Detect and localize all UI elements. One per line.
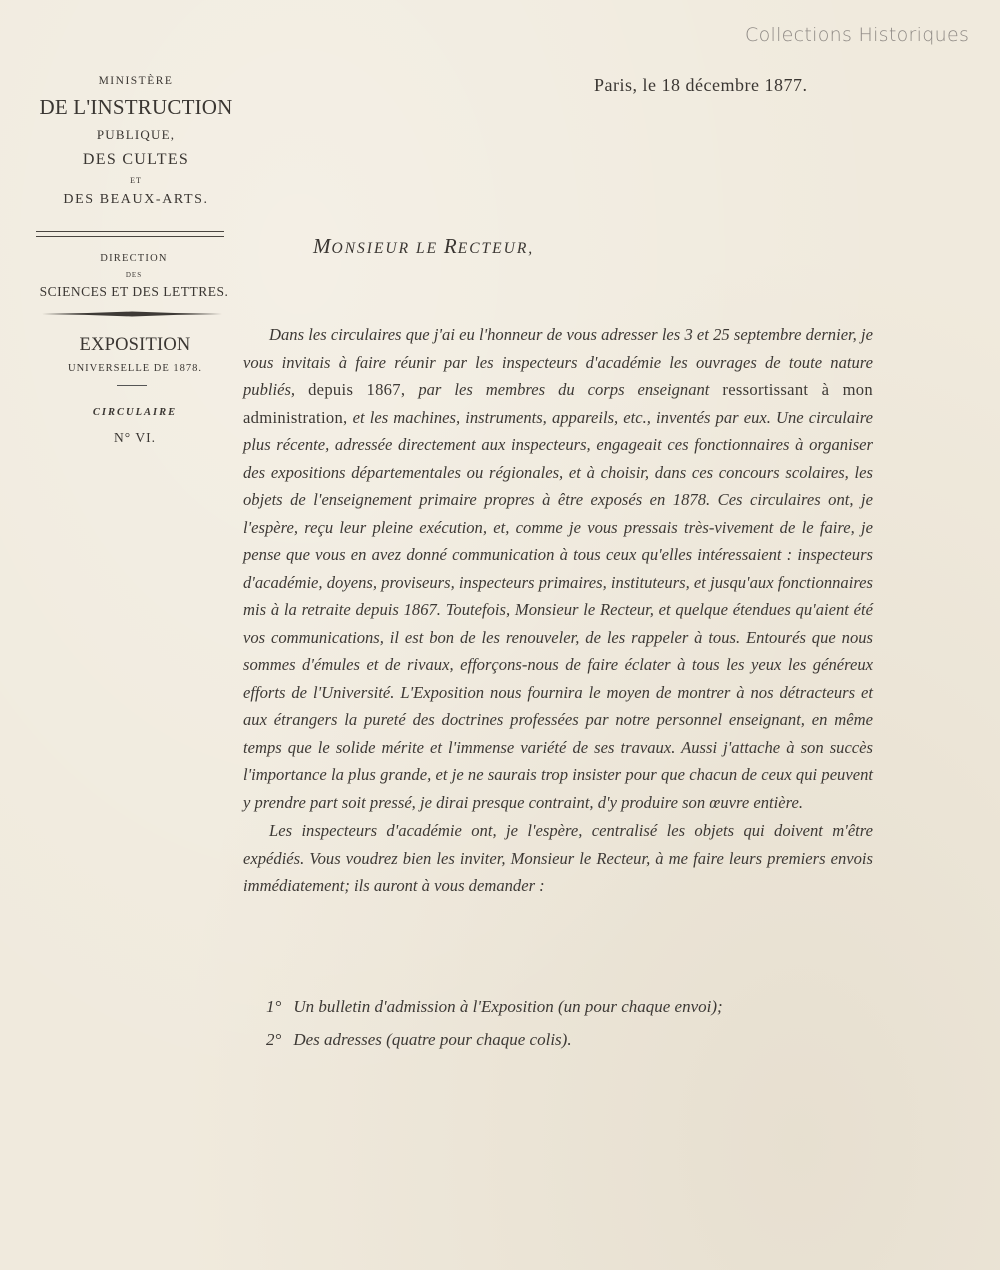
list-item bbox=[266, 1023, 723, 1056]
ministry-line-1: MINISTÈRE bbox=[98, 75, 174, 87]
p1-part-a: Dans les circulaires que j'ai eu l'honneur de vous adresser les 3 et 25 septembre dernier, je vous invitais à faire réunir par les inspecteurs d'académie les ouvrages de toute nature publiés, bbox=[243, 325, 873, 399]
paragraph-2: Les inspecteurs d'académie ont, je l'espère, centralisé les objets qui doivent m'être expédiés. Vous voudrez bien les inviter, Monsieur le Recteur, à me faire leurs premiers envois immédiatement; ils auront à vous demander : bbox=[243, 821, 873, 895]
direction-line-3: SCIENCES ET DES LETTRES. bbox=[39, 283, 229, 299]
letter-date: Paris, le 18 décembre 1877. bbox=[594, 75, 808, 95]
salutation-ecteur: ECTEUR, bbox=[457, 240, 535, 257]
p1-part-c: par les membres du corps enseignant bbox=[405, 380, 723, 399]
direction-line-2: DES bbox=[125, 270, 143, 279]
circular-number: N° VI. bbox=[114, 429, 156, 445]
ministry-line-3: PUBLIQUE, bbox=[96, 126, 176, 142]
salutation-onsieur: ONSIEUR LE bbox=[331, 240, 444, 257]
circular-label: CIRCULAIRE bbox=[92, 407, 178, 418]
ministry-line-6: DES BEAUX-ARTS. bbox=[63, 191, 209, 207]
exposition-line-2: UNIVERSELLE DE 1878. bbox=[67, 362, 203, 374]
p1-part-e: et les machines, instruments, appareils, etc., inventés par eux. Une circulaire plus récente, adressée directement aux inspecteurs, engageait ces fonctionnaires à organiser des expositions départementales ou régionales, et à choisir, dans ces concours scolaires, les objets de l'enseignement primaire propres à être exposés en 1878. Ces circulaires ont, je l'espère, reçu leur pleine exécution, et, comme je vous pressais très-vivement de le faire, je pense que vous en avez donné communication à tous ceux qu'elles intéressaient : inspecteurs d'académie, doyens, proviseurs, inspecteurs primaires, instituteurs, et jusqu'aux fonctionnaires mis à la retraite depuis 1867. Toutefois, Monsieur le Recteur, et quelque étendues qu'aient été vos communications, il est bon de les renouveler, de les rappeler à tous. Entourés que nous sommes d'émules et de rivaux, efforçons-nous de faire éclater à tous les yeux les généreux efforts de l'Université. L'Exposition nous fournira le moyen de montrer à nos détracteurs et aux étrangers la pureté des doctrines professées par notre personnel enseignant, en même temps que le solide mérite et l'immense variété de ses travaux. Aussi j'attache à son succès l'importance la plus grande, et je ne saurais trop insister pour que chacun de ceux qui peuvent y prendre part soit pressé, je dirai presque contraint, d'y produire son œuvre entière. bbox=[243, 407, 873, 812]
watermark: Collections Historiques bbox=[745, 24, 970, 46]
circular-header bbox=[60, 408, 210, 444]
enumerated-list bbox=[266, 990, 723, 1056]
double-rule-divider bbox=[36, 231, 224, 237]
direction-line-1: DIRECTION bbox=[100, 253, 168, 264]
paragraph-1 bbox=[243, 321, 873, 816]
ministry-line-5: ET bbox=[130, 175, 142, 185]
list-item-number: 2° bbox=[266, 1030, 282, 1049]
list-item-text: Un bulletin d'admission à l'Exposition (un pour chaque envoi); bbox=[293, 997, 723, 1016]
salutation-r: R bbox=[443, 234, 458, 258]
salutation bbox=[313, 234, 534, 259]
list-item-number: 1° bbox=[266, 997, 282, 1016]
letter-body bbox=[243, 321, 873, 900]
exposition-header bbox=[40, 336, 230, 374]
p1-part-d: ressortissant à mon administration, bbox=[243, 380, 873, 427]
exposition-line-1: EXPOSITION bbox=[79, 335, 191, 355]
ornamental-rule bbox=[42, 310, 222, 318]
ministry-header bbox=[36, 76, 236, 207]
list-item bbox=[266, 990, 723, 1023]
p1-part-b: depuis 1867, bbox=[308, 380, 406, 399]
ministry-line-4: DES CULTES bbox=[82, 150, 190, 168]
salutation-m: M bbox=[313, 234, 332, 258]
direction-header bbox=[36, 254, 232, 298]
list-item-text: Des adresses (quatre pour chaque colis). bbox=[293, 1030, 572, 1049]
short-divider bbox=[117, 385, 147, 386]
ministry-line-2: DE L'INSTRUCTION bbox=[39, 94, 233, 119]
